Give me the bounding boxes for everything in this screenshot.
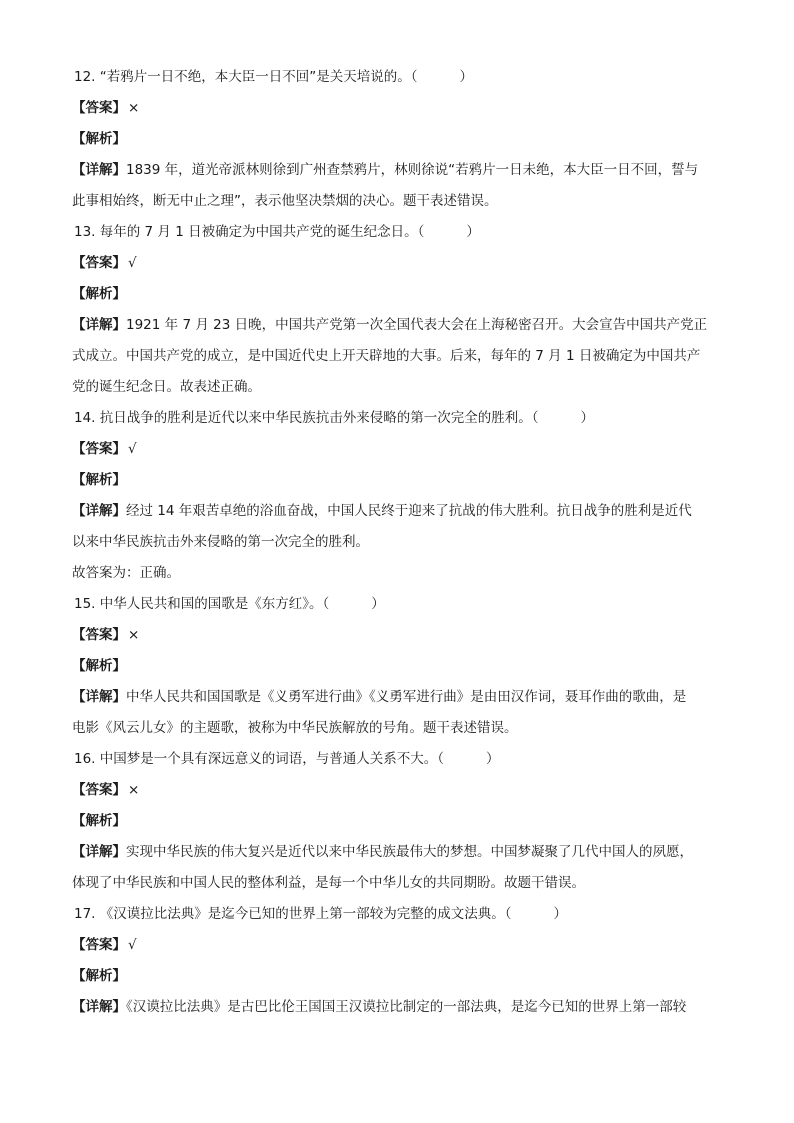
answer-tag: 【答案】 bbox=[72, 255, 126, 271]
detail-line: 1839 年，道光帝派林则徐到广州查禁鸦片，林则徐说“若鸦片一日未绝，本大臣一日不回，誓与 bbox=[126, 162, 699, 178]
answer-paren-close: ） bbox=[466, 224, 480, 240]
analysis-tag: 【解析】 bbox=[72, 131, 126, 147]
analysis-tag: 【解析】 bbox=[72, 472, 126, 488]
answer-15 bbox=[72, 620, 722, 651]
answer-paren-close: ） bbox=[553, 906, 568, 922]
detail-line: 式成立。中国共产党的成立，是中国近代史上开天辟地的大事。后来，每年的 7 月 1 日被确定为中国共产 bbox=[72, 348, 701, 364]
answer-paren-close: ） bbox=[371, 596, 385, 612]
answer-paren-close: ） bbox=[580, 410, 595, 426]
answer-12 bbox=[72, 93, 722, 124]
answer-paren-open: （ bbox=[437, 751, 445, 767]
detail-line: 故答案为：正确。 bbox=[72, 565, 180, 581]
analysis-tag: 【解析】 bbox=[72, 813, 126, 829]
answer-tag: 【答案】 bbox=[72, 100, 126, 116]
detail-tag: 【详解】 bbox=[72, 999, 126, 1015]
detail-14 bbox=[72, 496, 722, 589]
answer-mark: × bbox=[128, 627, 140, 643]
analysis-12 bbox=[72, 124, 722, 155]
analysis-tag: 【解析】 bbox=[72, 968, 126, 984]
answer-paren-open: （ bbox=[531, 410, 539, 426]
question-14 bbox=[72, 403, 722, 434]
question-text: 15. 中华人民共和国的国歌是《东方红》。 bbox=[74, 596, 323, 612]
analysis-tag: 【解析】 bbox=[72, 286, 126, 302]
question-text: 12. “若鸦片一日不绝，本大臣一日不回”是关天培说的。 bbox=[74, 69, 411, 85]
question-12 bbox=[72, 62, 722, 93]
answer-14 bbox=[72, 434, 722, 465]
detail-16 bbox=[72, 837, 722, 899]
question-13 bbox=[72, 217, 722, 248]
question-16 bbox=[72, 744, 722, 775]
detail-tag: 【详解】 bbox=[72, 162, 126, 178]
detail-tag: 【详解】 bbox=[72, 844, 126, 860]
answer-paren-close: ） bbox=[486, 751, 500, 767]
detail-tag: 【详解】 bbox=[72, 503, 126, 519]
answer-mark: × bbox=[128, 782, 140, 798]
analysis-17 bbox=[72, 961, 722, 992]
detail-line: 此事相始终，断无中止之理”，表示他坚决禁烟的决心。题干表述错误。 bbox=[72, 193, 498, 209]
detail-15 bbox=[72, 682, 722, 744]
detail-tag: 【详解】 bbox=[72, 689, 126, 705]
analysis-tag: 【解析】 bbox=[72, 658, 126, 674]
document-page bbox=[72, 62, 722, 1023]
answer-tag: 【答案】 bbox=[72, 937, 126, 953]
answer-paren-close: ） bbox=[459, 69, 473, 85]
analysis-14 bbox=[72, 465, 722, 496]
detail-line: 电影《风云儿女》的主题歌，被称为中华民族解放的号角。题干表述错误。 bbox=[72, 720, 518, 736]
answer-paren-open: （ bbox=[322, 596, 330, 612]
detail-13 bbox=[72, 310, 722, 403]
detail-line: 体现了中华民族和中国人民的整体利益，是每一个中华儿女的共同期盼。故题干错误。 bbox=[72, 875, 585, 891]
question-15 bbox=[72, 589, 722, 620]
answer-mark: √ bbox=[128, 441, 137, 457]
detail-line: 党的诞生纪念日。故表述正确。 bbox=[72, 379, 261, 395]
detail-line: 《汉谟拉比法典》是古巴比伦王国国王汉谟拉比制定的一部法典，是迄今已知的世界上第一部较 bbox=[126, 999, 687, 1015]
answer-16 bbox=[72, 775, 722, 806]
detail-line: 实现中华民族的伟大复兴是近代以来中华民族最伟大的梦想。中国梦凝聚了几代中国人的夙愿， bbox=[126, 844, 693, 860]
analysis-13 bbox=[72, 279, 722, 310]
answer-mark: √ bbox=[128, 937, 137, 953]
answer-tag: 【答案】 bbox=[72, 627, 126, 643]
detail-tag: 【详解】 bbox=[72, 317, 126, 333]
detail-17 bbox=[72, 992, 722, 1023]
answer-13 bbox=[72, 248, 722, 279]
answer-mark: √ bbox=[128, 255, 137, 271]
question-text: 13. 每年的 7 月 1 日被确定为中国共产党的诞生纪念日。 bbox=[74, 224, 418, 240]
answer-paren-open: （ bbox=[504, 906, 512, 922]
answer-tag: 【答案】 bbox=[72, 441, 126, 457]
answer-17 bbox=[72, 930, 722, 961]
answer-paren-open: （ bbox=[417, 224, 425, 240]
detail-line: 经过 14 年艰苦卓绝的浴血奋战，中国人民终于迎来了抗战的伟大胜利。抗日战争的胜利是近代 bbox=[126, 503, 692, 519]
answer-tag: 【答案】 bbox=[72, 782, 126, 798]
answer-mark: × bbox=[128, 100, 140, 116]
detail-12 bbox=[72, 155, 722, 217]
analysis-15 bbox=[72, 651, 722, 682]
answer-paren-open: （ bbox=[410, 69, 418, 85]
question-text: 14. 抗日战争的胜利是近代以来中华民族抗击外来侵略的第一次完全的胜利。 bbox=[74, 410, 532, 426]
detail-line: 中华人民共和国国歌是《义勇军进行曲》《义勇军进行曲》是由田汉作词，聂耳作曲的歌曲，是 bbox=[126, 689, 687, 705]
detail-line: 以来中华民族抗击外来侵略的第一次完全的胜利。 bbox=[72, 534, 369, 550]
analysis-16 bbox=[72, 806, 722, 837]
detail-line: 1921 年 7 月 23 日晚，中国共产党第一次全国代表大会在上海秘密召开。大会宣告中国共产党正 bbox=[126, 317, 708, 333]
question-text: 17. 《汉谟拉比法典》是迄今已知的世界上第一部较为完整的成文法典。 bbox=[74, 906, 505, 922]
question-text: 16. 中国梦是一个具有深远意义的词语，与普通人关系不大。 bbox=[74, 751, 438, 767]
question-17 bbox=[72, 899, 722, 930]
